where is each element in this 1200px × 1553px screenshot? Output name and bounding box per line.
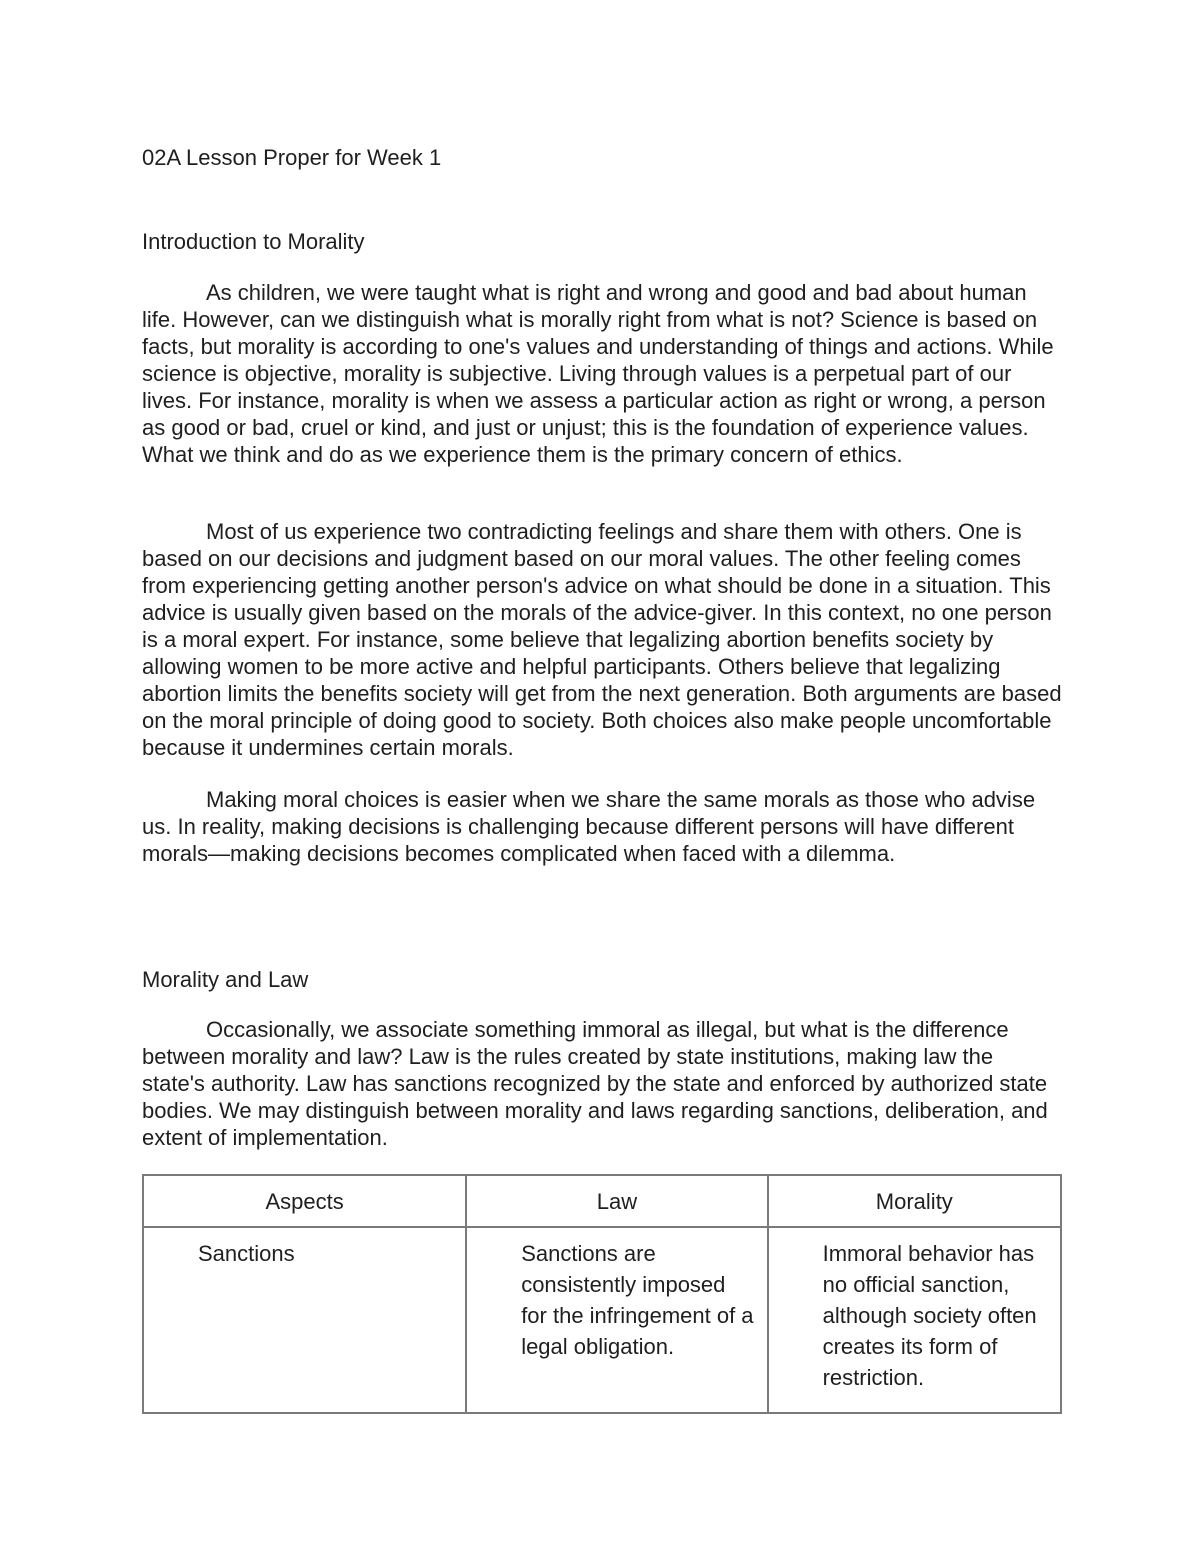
table-cell-morality: Immoral behavior has no official sanction, although society often creates its form of restriction. [768, 1227, 1061, 1413]
table-header-morality: Morality [768, 1175, 1061, 1227]
table-row [143, 1227, 1061, 1413]
table-cell-law: Sanctions are consistently imposed for the infringement of a legal obligation. [466, 1227, 767, 1413]
intro-paragraph-3: Making moral choices is easier when we share the same morals as those who advise us. In reality, making decisions is challenging because different persons will have different morals—making decisions becomes complicated when faced with a dilemma. [142, 787, 1036, 866]
section-heading-morality-and-law: Morality and Law [142, 967, 309, 992]
intro-paragraph-1: As children, we were taught what is right and wrong and good and bad about human life. However, can we distinguish what is morally right from what is not? Science is based on facts, but morality is according to one's values and understanding of things and actions. While science is objective, morality is subjective. Living through values is a perpetual part of our lives. For instance, morality is when we assess a particular action as right or wrong, a person as good or bad, cruel or kind, and just or unjust; this is the foundation of experience values. What we think and do as we experience them is the primary concern of ethics. [142, 280, 1054, 467]
document-title: 02A Lesson Proper for Week 1 [142, 145, 442, 170]
intro-paragraph-2: Most of us experience two contradicting feelings and share them with others. One is based on our decisions and judgment based on our moral values. The other feeling comes from experiencing getting another person's advice on what should be done in a situation. This advice is usually given based on the morals of the advice-giver. In this context, no one person is a moral expert. For instance, some believe that legalizing abortion benefits society by allowing women to be more active and helpful participants. Others believe that legalizing abortion limits the benefits society will get from the next generation. Both arguments are based on the moral principle of doing good to society. Both choices also make people uncomfortable because it undermines certain morals. [142, 519, 1062, 760]
table-cell-aspect: Sanctions [143, 1227, 466, 1413]
table-header-row [143, 1175, 1061, 1227]
table-header-law: Law [466, 1175, 767, 1227]
law-paragraph-1: Occasionally, we associate something immoral as illegal, but what is the difference between morality and law? Law is the rules created by state institutions, making law the state's authority. Law has sanctions recognized by the state and enforced by authorized state bodies. We may distinguish between morality and laws regarding sanctions, deliberation, and extent of implementation. [142, 1017, 1048, 1150]
table-header-aspects: Aspects [143, 1175, 466, 1227]
comparison-table [142, 1174, 1062, 1414]
section-heading-introduction: Introduction to Morality [142, 229, 365, 254]
